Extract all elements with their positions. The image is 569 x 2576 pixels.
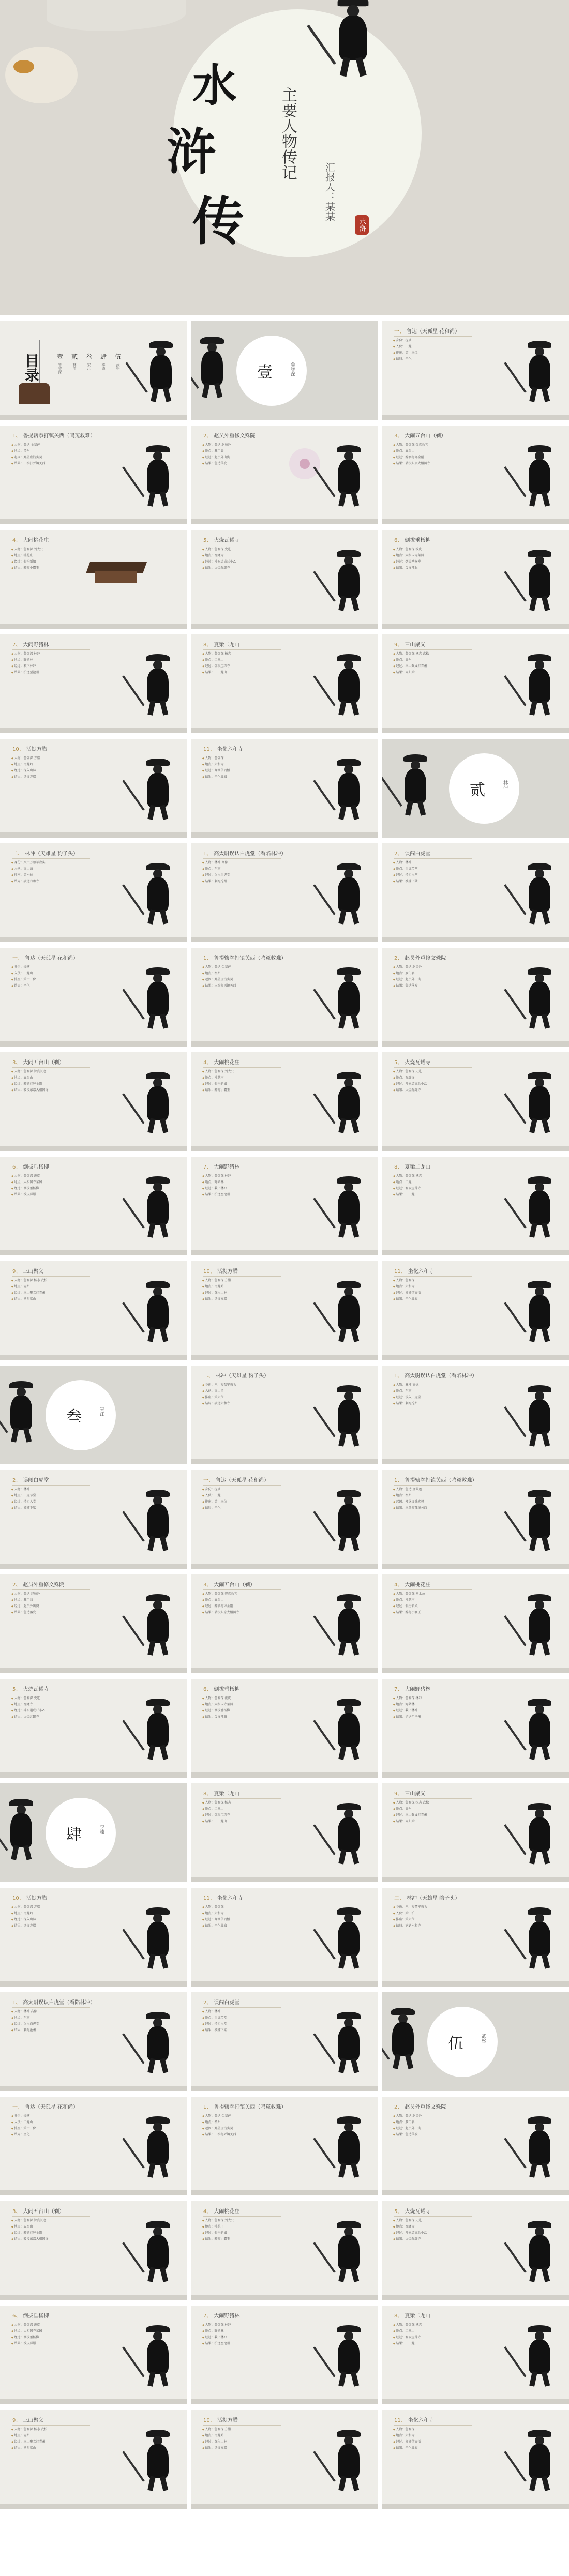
warrior-ink-figure bbox=[331, 863, 367, 925]
toc-title: 目录 bbox=[23, 353, 40, 382]
section-number: 叁 bbox=[66, 1408, 82, 1426]
section-name: 武松 bbox=[481, 2034, 486, 2043]
slide-content: 2、 赵员外重修文殊院 ◆ 人物：鲁达 赵员外 ◆ 地点：雁门县 ◆ 经过：赵员外出资 ◆ 结果：鲁达落发 bbox=[382, 948, 569, 1047]
slide-g: 6、 倒拔垂杨柳 ◆ 人物：鲁智深 泼皮 ◆ 地点：大相国寺菜园 ◆ 经过：倒拔垂杨柳 ◆ 结果：泼皮拜服 bbox=[382, 530, 569, 629]
warrior-ink-figure bbox=[331, 1907, 367, 1969]
building-decoration bbox=[88, 555, 145, 584]
slide-l: 11、 坐化六和寺 ◆ 人物：鲁智深 ◆ 地点：六和寺 ◆ 经过：闻潮信而悟 ◆ 结果：坐化圆寂 bbox=[191, 739, 378, 838]
slide-f: 5、 火烧瓦罐寺 ◆ 人物：鲁智深 史进 ◆ 地点：瓦罐寺 ◆ 经过：斗崔道成丘小乙 ◆ 结果：火烧瓦罐寺 bbox=[191, 530, 378, 629]
warrior-ink-figure bbox=[140, 1490, 176, 1552]
warrior-ink-figure bbox=[521, 2116, 558, 2178]
warrior-ink-figure bbox=[331, 2012, 367, 2074]
slide-section-4 bbox=[0, 1783, 187, 1882]
warrior-ink-figure bbox=[331, 550, 367, 612]
slide-content: 2、 误闯白虎堂 ◆ 人物：林冲 ◆ 地点：白虎节堂 ◆ 经过：持刀入堂 ◆ 结果：被捕下狱 bbox=[191, 1992, 378, 2091]
warrior-ink-figure bbox=[3, 1799, 39, 1861]
warrior-ink-figure bbox=[140, 1699, 176, 1761]
warrior-ink-figure bbox=[140, 1281, 176, 1343]
warrior-ink-figure bbox=[521, 1281, 558, 1343]
slide-content: 5、 火烧瓦罐寺 ◆ 人物：鲁智深 史进 ◆ 地点：瓦罐寺 ◆ 经过：斗崔道成丘小乙 ◆ 结果：火烧瓦罐寺 bbox=[0, 1679, 187, 1778]
section-name: 鲁智深 bbox=[290, 362, 295, 376]
warrior-ink-figure bbox=[140, 2012, 176, 2074]
warrior-ink-figure bbox=[331, 1594, 367, 1656]
slide-n: 1、 高太尉误认白虎堂（看陷林冲） ◆ 人物：林冲 高俅 ◆ 地点：东京 ◆ 经过：误入白虎堂 ◆ 结果：刺配沧州 bbox=[191, 843, 378, 942]
warrior-ink-figure bbox=[331, 967, 367, 1029]
slide-m: 二、 林冲（天雄星 豹子头） ◆ 身份：八十万禁军教头 ◆ 入伙：梁山泊 ◆ 排座：第六位 ◆ 结局：病逝六和寺 bbox=[0, 843, 187, 942]
warrior-ink-figure bbox=[521, 1803, 558, 1865]
cover-presenter: 汇报人：某某 bbox=[324, 162, 335, 221]
cover-slide bbox=[0, 0, 569, 315]
warrior-ink-figure bbox=[140, 445, 176, 507]
warrior-ink-figure bbox=[521, 550, 558, 612]
section-number: 肆 bbox=[66, 1826, 82, 1844]
slide-content: 10、 活捉方腊 ◆ 人物：鲁智深 方腊 ◆ 地点：乌龙岭 ◆ 经过：深入山林 ◆ 结果：活捉方腊 bbox=[0, 1888, 187, 1987]
warrior-ink-figure bbox=[521, 1907, 558, 1969]
slide-content: 一、 鲁达（天孤星 花和尚） ◆ 身份：提辖 ◆ 入伙：二龙山 ◆ 排座：第十三位 ◆ 结局：坐化 bbox=[0, 948, 187, 1047]
warrior-ink-figure bbox=[331, 1176, 367, 1238]
warrior-ink-figure bbox=[140, 2221, 176, 2283]
slide-content: 一、 鲁达（天孤星 花和尚） ◆ 身份：提辖 ◆ 入伙：二龙山 ◆ 排座：第十三位 ◆ 结局：坐化 bbox=[191, 1470, 378, 1569]
slide-section-3 bbox=[0, 1366, 187, 1464]
warrior-ink-figure bbox=[140, 1072, 176, 1134]
warrior-ink-figure bbox=[521, 341, 558, 403]
section-name: 宋江 bbox=[99, 1407, 104, 1416]
warrior-ink-figure bbox=[140, 863, 176, 925]
lotus-decoration bbox=[289, 448, 320, 479]
cover-subtitle: 主要人物传记 bbox=[279, 87, 297, 180]
warrior-ink-figure bbox=[140, 759, 176, 821]
slide-content: 11、 坐化六和寺 ◆ 人物：鲁智深 ◆ 地点：六和寺 ◆ 经过：闻潮信而悟 ◆ 结果：坐化圆寂 bbox=[191, 1888, 378, 1987]
warrior-ink-figure bbox=[140, 1594, 176, 1656]
slide-content: 7、 大闹野猪林 ◆ 人物：鲁智深 林冲 ◆ 地点：野猪林 ◆ 经过：救下林冲 ◆ 结果：护送至沧州 bbox=[191, 1157, 378, 1255]
warrior-ink-figure bbox=[521, 1072, 558, 1134]
slide-content: 5、 火烧瓦罐寺 ◆ 人物：鲁智深 史进 ◆ 地点：瓦罐寺 ◆ 经过：斗崔道成丘小乙 ◆ 结果：火烧瓦罐寺 bbox=[382, 2201, 569, 2300]
warrior-ink-figure bbox=[385, 2008, 421, 2070]
section-name: 林冲 bbox=[502, 780, 507, 790]
slide-content: 7、 大闹野猪林 ◆ 人物：鲁智深 林冲 ◆ 地点：野猪林 ◆ 经过：救下林冲 ◆ 结果：护送至沧州 bbox=[191, 2306, 378, 2404]
slide-section-1 bbox=[191, 321, 378, 420]
slide-content: 10、 活捉方腊 ◆ 人物：鲁智深 方腊 ◆ 地点：乌龙岭 ◆ 经过：深入山林 ◆ 结果：活捉方腊 bbox=[191, 2410, 378, 2509]
slide-content: 3、 大闹五台山（剃） ◆ 人物：鲁智深 智真长老 ◆ 地点：五台山 ◆ 经过：醉酒打坏金刚 ◆ 结果：转投东京大相国寺 bbox=[0, 2201, 187, 2300]
warrior-ink-figure bbox=[521, 863, 558, 925]
slide-content: 10、 活捉方腊 ◆ 人物：鲁智深 方腊 ◆ 地点：乌龙岭 ◆ 经过：深入山林 ◆ 结果：活捉方腊 bbox=[191, 1261, 378, 1360]
slide-content: 1、 高太尉误认白虎堂（看陷林冲） ◆ 人物：林冲 高俅 ◆ 地点：东京 ◆ 经过：误入白虎堂 ◆ 结果：刺配沧州 bbox=[382, 1366, 569, 1464]
warrior-ink-figure bbox=[331, 2430, 367, 2492]
slide-content: 1、 鲁提辖拳打镇关西（鸣冤救难） ◆ 人物：鲁达 金翠莲 ◆ 地点：渭州 ◆ 起因：郑屠虚钱实契 ◆ 结果：三拳打死镇关西 bbox=[382, 1470, 569, 1569]
section-number: 贰 bbox=[470, 781, 485, 799]
warrior-ink-figure bbox=[521, 1176, 558, 1238]
section-number: 壹 bbox=[257, 363, 273, 382]
warrior-ink-figure bbox=[194, 337, 230, 399]
warrior-ink-figure bbox=[140, 1907, 176, 1969]
warrior-ink-figure bbox=[521, 2221, 558, 2283]
warrior-ink-figure bbox=[331, 1385, 367, 1447]
warrior-ink-figure bbox=[143, 341, 179, 403]
warrior-ink-figure bbox=[521, 1385, 558, 1447]
slide-content: 7、 大闹野猪林 ◆ 人物：鲁智深 林冲 ◆ 地点：野猪林 ◆ 经过：救下林冲 ◆ 结果：护送至沧州 bbox=[382, 1679, 569, 1778]
warrior-ink-figure bbox=[331, 759, 367, 821]
warrior-ink-figure bbox=[330, 0, 397, 104]
warrior-ink-figure bbox=[140, 654, 176, 716]
slide-h: 7、 大闹野猪林 ◆ 人物：鲁智深 林冲 ◆ 地点：野猪林 ◆ 经过：救下林冲 ◆ 结果：护送至沧州 bbox=[0, 634, 187, 733]
toc-item[interactable]: 壹 鲁智深 bbox=[56, 353, 63, 374]
warrior-ink-figure bbox=[331, 2116, 367, 2178]
warrior-ink-figure bbox=[331, 1699, 367, 1761]
slide-o: 2、 误闯白虎堂 ◆ 人物：林冲 ◆ 地点：白虎节堂 ◆ 经过：持刀入堂 ◆ 结果：被捕下狱 bbox=[382, 843, 569, 942]
building-decoration bbox=[19, 383, 50, 404]
slide-a: 一、 鲁达（天孤星 花和尚） ◆ 身份：提辖 ◆ 入伙：二龙山 ◆ 排座：第十三位 ◆ 结局：坐化 bbox=[382, 321, 569, 420]
slide-content: 11、 坐化六和寺 ◆ 人物：鲁智深 ◆ 地点：六和寺 ◆ 经过：闻潮信而悟 ◆ 结果：坐化圆寂 bbox=[382, 2410, 569, 2509]
warrior-ink-figure bbox=[331, 445, 367, 507]
slide-content: 9、 三山聚义 ◆ 人物：鲁智深 杨志 武松 ◆ 地点：青州 ◆ 经过：三山聚义打青州 ◆ 结果：同归梁山 bbox=[0, 1261, 187, 1360]
warrior-ink-figure bbox=[521, 1594, 558, 1656]
slide-content: 2、 赵员外重修文殊院 ◆ 人物：鲁达 赵员外 ◆ 地点：雁门县 ◆ 经过：赵员外出资 ◆ 结果：鲁达落发 bbox=[382, 2097, 569, 2195]
slide-section-2 bbox=[382, 739, 569, 838]
warrior-ink-figure bbox=[140, 2116, 176, 2178]
slide-content: 2、 赵员外重修文殊院 ◆ 人物：鲁达 赵员外 ◆ 地点：雁门县 ◆ 经过：赵员外出资 ◆ 结果：鲁达落发 bbox=[0, 1574, 187, 1673]
section-name: 李逵 bbox=[99, 1825, 104, 1834]
slide-content: 1、 高太尉误认白虎堂（看陷林冲） ◆ 人物：林冲 高俅 ◆ 地点：东京 ◆ 经过：误入白虎堂 ◆ 结果：刺配沧州 bbox=[0, 1992, 187, 2091]
warrior-ink-figure bbox=[521, 967, 558, 1029]
cover-title-char-1: 水 bbox=[192, 59, 237, 112]
toc-list bbox=[53, 352, 130, 393]
warrior-ink-figure bbox=[521, 1699, 558, 1761]
slide-b: 1、 鲁提辖拳打镇关西（鸣冤救难） ◆ 人物：鲁达 金翠莲 ◆ 地点：渭州 ◆ 起因：郑屠虚钱实契 ◆ 结果：三拳打死镇关西 bbox=[0, 426, 187, 524]
toc-item[interactable]: 叁 宋江 bbox=[85, 353, 92, 370]
slide-k: 10、 活捉方腊 ◆ 人物：鲁智深 方腊 ◆ 地点：乌龙岭 ◆ 经过：深入山林 ◆ 结果：活捉方腊 bbox=[0, 739, 187, 838]
slide-toc bbox=[0, 321, 187, 420]
warrior-ink-figure bbox=[3, 1381, 39, 1443]
cover-seal: 水浒 bbox=[355, 215, 369, 235]
slide-c: 2、 赵员外重修文殊院 ◆ 人物：鲁达 赵员外 ◆ 地点：雁门县 ◆ 经过：赵员外出资 ◆ 结果：鲁达落发 bbox=[191, 426, 378, 524]
cover-title-char-2: 浒 bbox=[167, 123, 216, 181]
slide-content: 3、 大闹五台山（剃） ◆ 人物：鲁智深 智真长老 ◆ 地点：五台山 ◆ 经过：醉酒打坏金刚 ◆ 结果：转投东京大相国寺 bbox=[191, 1574, 378, 1673]
warrior-ink-figure bbox=[331, 1803, 367, 1865]
slide-section-5 bbox=[382, 1992, 569, 2091]
section-number: 伍 bbox=[448, 2035, 463, 2053]
slide-content: 6、 倒拔垂杨柳 ◆ 人物：鲁智深 泼皮 ◆ 地点：大相国寺菜园 ◆ 经过：倒拔垂杨柳 ◆ 结果：泼皮拜服 bbox=[0, 2306, 187, 2404]
slide-content: 9、 三山聚义 ◆ 人物：鲁智深 杨志 武松 ◆ 地点：青州 ◆ 经过：三山聚义打青州 ◆ 结果：同归梁山 bbox=[0, 2410, 187, 2509]
slide-content: 9、 三山聚义 ◆ 人物：鲁智深 杨志 武松 ◆ 地点：青州 ◆ 经过：三山聚义打青州 ◆ 结果：同归梁山 bbox=[382, 1783, 569, 1882]
warrior-ink-figure bbox=[331, 1072, 367, 1134]
warrior-ink-figure bbox=[331, 1490, 367, 1552]
slide-content: 5、 火烧瓦罐寺 ◆ 人物：鲁智深 史进 ◆ 地点：瓦罐寺 ◆ 经过：斗崔道成丘小乙 ◆ 结果：火烧瓦罐寺 bbox=[382, 1052, 569, 1151]
warrior-ink-figure bbox=[521, 1490, 558, 1552]
slide-content: 4、 大闹桃花庄 ◆ 人物：鲁智深 刘太公 ◆ 地点：桃花庄 ◆ 经过：假扮新娘 ◆ 结果：醉打小霸王 bbox=[191, 1052, 378, 1151]
slide-content: 3、 大闹五台山（剃） ◆ 人物：鲁智深 智真长老 ◆ 地点：五台山 ◆ 经过：醉酒打坏金刚 ◆ 结果：转投东京大相国寺 bbox=[0, 1052, 187, 1151]
slide-content: 4、 大闹桃花庄 ◆ 人物：鲁智深 刘太公 ◆ 地点：桃花庄 ◆ 经过：假扮新娘 ◆ 结果：醉打小霸王 bbox=[382, 1574, 569, 1673]
slide-content: 二、 林冲（天雄星 豹子头） ◆ 身份：八十万禁军教头 ◆ 入伙：梁山泊 ◆ 排座：第六位 ◆ 结局：病逝六和寺 bbox=[191, 1366, 378, 1464]
slide-content: 一、 鲁达（天孤星 花和尚） ◆ 身份：提辖 ◆ 入伙：二龙山 ◆ 排座：第十三位 ◆ 结局：坐化 bbox=[0, 2097, 187, 2195]
flower-decoration bbox=[5, 47, 78, 103]
slide-content: 1、 鲁提辖拳打镇关西（鸣冤救难） ◆ 人物：鲁达 金翠莲 ◆ 地点：渭州 ◆ 起因：郑屠虚钱实契 ◆ 结果：三拳打死镇关西 bbox=[191, 948, 378, 1047]
toc-item[interactable]: 肆 李逵 bbox=[100, 353, 107, 370]
warrior-ink-figure bbox=[140, 1176, 176, 1238]
slide-d: 3、 大闹五台山（剃） ◆ 人物：鲁智深 智真长老 ◆ 地点：五台山 ◆ 经过：醉酒打坏金刚 ◆ 结果：转投东京大相国寺 bbox=[382, 426, 569, 524]
warrior-ink-figure bbox=[397, 754, 433, 816]
slide-i: 8、 夏梁二龙山 ◆ 人物：鲁智深 杨志 ◆ 地点：二龙山 ◆ 经过：智取宝珠寺 ◆ 结果：占二龙山 bbox=[191, 634, 378, 733]
slide-content: 1、 鲁提辖拳打镇关西（鸣冤救难） ◆ 人物：鲁达 金翠莲 ◆ 地点：渭州 ◆ 起因：郑屠虚钱实契 ◆ 结果：三拳打死镇关西 bbox=[191, 2097, 378, 2195]
slide-content: 4、 大闹桃花庄 ◆ 人物：鲁智深 刘太公 ◆ 地点：桃花庄 ◆ 经过：假扮新娘 ◆ 结果：醉打小霸王 bbox=[191, 2201, 378, 2300]
warrior-ink-figure bbox=[140, 967, 176, 1029]
slide-content: 2、 误闯白虎堂 ◆ 人物：林冲 ◆ 地点：白虎节堂 ◆ 经过：持刀入堂 ◆ 结果：被捕下狱 bbox=[0, 1470, 187, 1569]
cover-title-char-3: 传 bbox=[192, 191, 244, 252]
toc-item[interactable]: 贰 林冲 bbox=[71, 353, 78, 370]
warrior-ink-figure bbox=[521, 2430, 558, 2492]
warrior-ink-figure bbox=[331, 2325, 367, 2387]
warrior-ink-figure bbox=[331, 654, 367, 716]
slide-j: 9、 三山聚义 ◆ 人物：鲁智深 杨志 武松 ◆ 地点：青州 ◆ 经过：三山聚义打青州 ◆ 结果：同归梁山 bbox=[382, 634, 569, 733]
slide-list: ◆ 身份：提辖 ◆ 入伙：二龙山 ◆ 排座：第十三位 ◆ 结局：坐化 bbox=[393, 338, 502, 362]
slide-e: 4、 大闹桃花庄 ◆ 人物：鲁智深 刘太公 ◆ 地点：桃花庄 ◆ 经过：假扮新娘 ◆ 结果：醉打小霸王 bbox=[0, 530, 187, 629]
warrior-ink-figure bbox=[331, 1281, 367, 1343]
bird-decoration bbox=[13, 60, 34, 73]
warrior-ink-figure bbox=[140, 2325, 176, 2387]
cover-mountains bbox=[47, 0, 186, 31]
warrior-ink-figure bbox=[521, 2325, 558, 2387]
slide-content: 二、 林冲（天雄星 豹子头） ◆ 身份：八十万禁军教头 ◆ 入伙：梁山泊 ◆ 排座：第六位 ◆ 结局：病逝六和寺 bbox=[382, 1888, 569, 1987]
toc-item[interactable]: 伍 武松 bbox=[114, 353, 121, 370]
slide-content: 11、 坐化六和寺 ◆ 人物：鲁智深 ◆ 地点：六和寺 ◆ 经过：闻潮信而悟 ◆ 结果：坐化圆寂 bbox=[382, 1261, 569, 1360]
warrior-ink-figure bbox=[140, 2430, 176, 2492]
slide-content: 6、 倒拔垂杨柳 ◆ 人物：鲁智深 泼皮 ◆ 地点：大相国寺菜园 ◆ 经过：倒拔垂杨柳 ◆ 结果：泼皮拜服 bbox=[191, 1679, 378, 1778]
slide-content: 6、 倒拔垂杨柳 ◆ 人物：鲁智深 泼皮 ◆ 地点：大相国寺菜园 ◆ 经过：倒拔垂杨柳 ◆ 结果：泼皮拜服 bbox=[0, 1157, 187, 1255]
slide-content: 8、 夏梁二龙山 ◆ 人物：鲁智深 杨志 ◆ 地点：二龙山 ◆ 经过：智取宝珠寺 ◆ 结果：占二龙山 bbox=[382, 1157, 569, 1255]
warrior-ink-figure bbox=[331, 2221, 367, 2283]
slide-content: 8、 夏梁二龙山 ◆ 人物：鲁智深 杨志 ◆ 地点：二龙山 ◆ 经过：智取宝珠寺 ◆ 结果：占二龙山 bbox=[191, 1783, 378, 1882]
warrior-ink-figure bbox=[521, 654, 558, 716]
warrior-ink-figure bbox=[521, 445, 558, 507]
slide-content: 8、 夏梁二龙山 ◆ 人物：鲁智深 杨志 ◆ 地点：二龙山 ◆ 经过：智取宝珠寺 ◆ 结果：占二龙山 bbox=[382, 2306, 569, 2404]
